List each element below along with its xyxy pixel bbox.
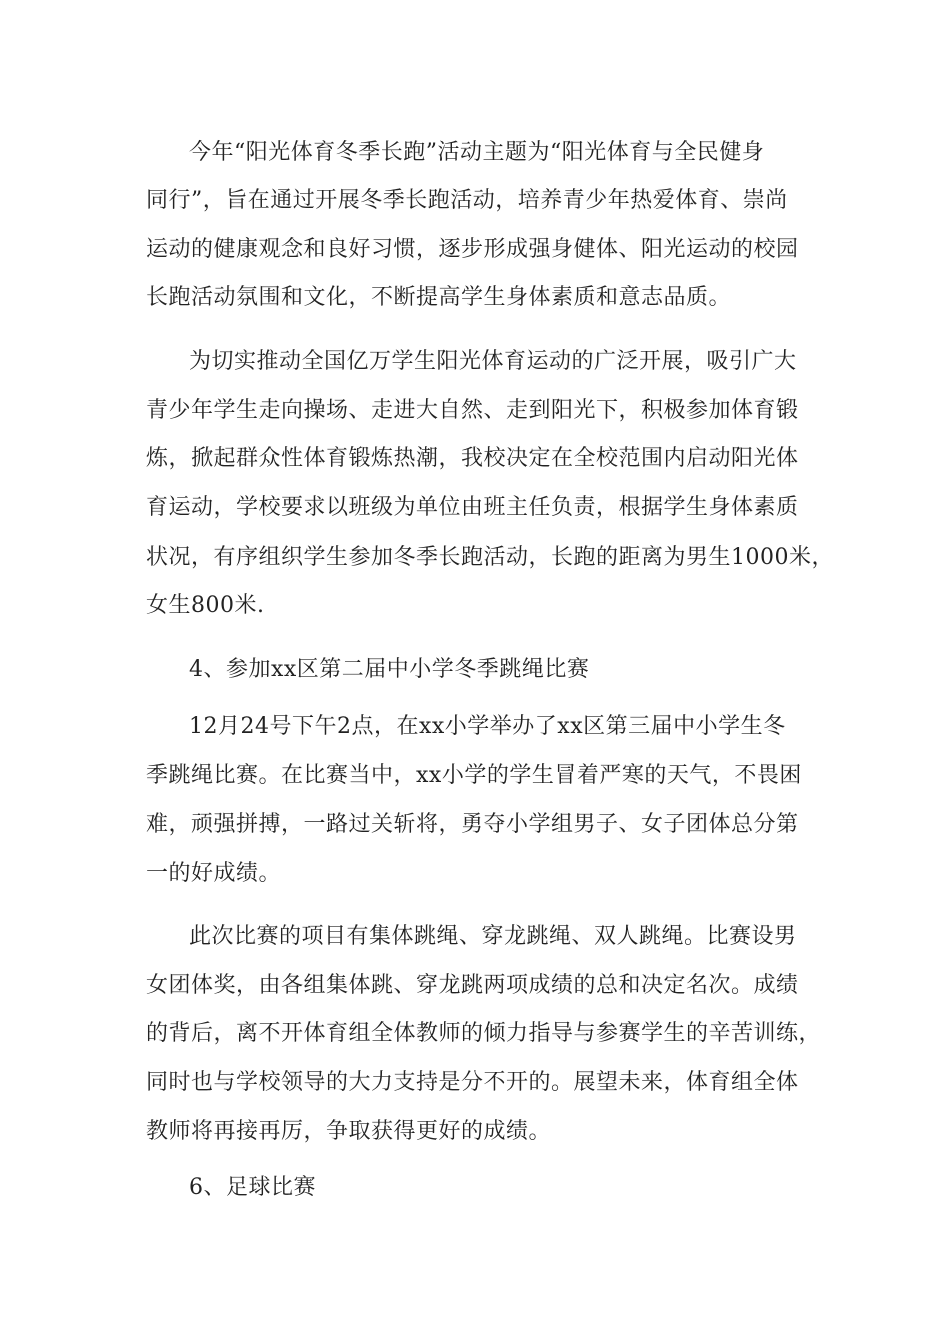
paragraph-4-line-1: 此次比赛的项目有集体跳绳、穿龙跳绳、双人跳绳。比赛设男 bbox=[189, 924, 797, 949]
paragraph-3-line-4: 一的好成绩。 bbox=[146, 861, 282, 886]
section-heading-6: 6、足球比赛 bbox=[189, 1175, 316, 1200]
paragraph-1-line-4: 长跑活动氛围和文化，不断提高学生身体素质和意志品质。 bbox=[146, 285, 732, 310]
paragraph-2-line-4: 育运动，学校要求以班级为单位由班主任负责，根据学生身体素质 bbox=[146, 495, 799, 520]
paragraph-4-line-3: 的背后，离不开体育组全体教师的倾力指导与参赛学生的辛苦训练， bbox=[146, 1021, 822, 1046]
paragraph-2-line-2: 青少年学生走向操场、走进大自然、走到阳光下，积极参加体育锻 bbox=[146, 398, 799, 423]
section-heading-4: 4、参加xx区第二届中小学冬季跳绳比赛 bbox=[189, 657, 590, 682]
paragraph-2-line-1: 为切实推动全国亿万学生阳光体育运动的广泛开展，吸引广大 bbox=[189, 349, 797, 374]
paragraph-1-line-3: 运动的健康观念和良好习惯，逐步形成强身健体、阳光运动的校园 bbox=[146, 237, 799, 262]
paragraph-3-line-1: 12月24号下午2点，在xx小学举办了xx区第三届中小学生冬 bbox=[189, 714, 786, 739]
paragraph-2-line-6: 女生800米. bbox=[146, 593, 265, 618]
paragraph-1-line-2: 同行”，旨在通过开展冬季长跑活动，培养青少年热爱体育、崇尚 bbox=[146, 188, 788, 213]
paragraph-2-line-3: 炼，掀起群众性体育锻炼热潮，我校决定在全校范围内启动阳光体 bbox=[146, 446, 799, 471]
paragraph-1-line-1: 今年“阳光体育冬季长跑”活动主题为“阳光体育与全民健身 bbox=[189, 140, 765, 165]
paragraph-3-line-2: 季跳绳比赛。在比赛当中，xx小学的学生冒着严寒的天气，不畏困 bbox=[146, 763, 802, 788]
paragraph-3-line-3: 难，顽强拼搏，一路过关斩将，勇夺小学组男子、女子团体总分第 bbox=[146, 812, 799, 837]
paragraph-4-line-4: 同时也与学校领导的大力支持是分不开的。展望未来，体育组全体 bbox=[146, 1070, 799, 1095]
paragraph-2-line-5: 状况，有序组织学生参加冬季长跑活动，长跑的距离为男生1000米， bbox=[146, 545, 834, 570]
paragraph-4-line-2: 女团体奖，由各组集体跳、穿龙跳两项成绩的总和决定名次。成绩 bbox=[146, 973, 799, 998]
paragraph-4-line-5: 教师将再接再厉，争取获得更好的成绩。 bbox=[146, 1119, 552, 1144]
